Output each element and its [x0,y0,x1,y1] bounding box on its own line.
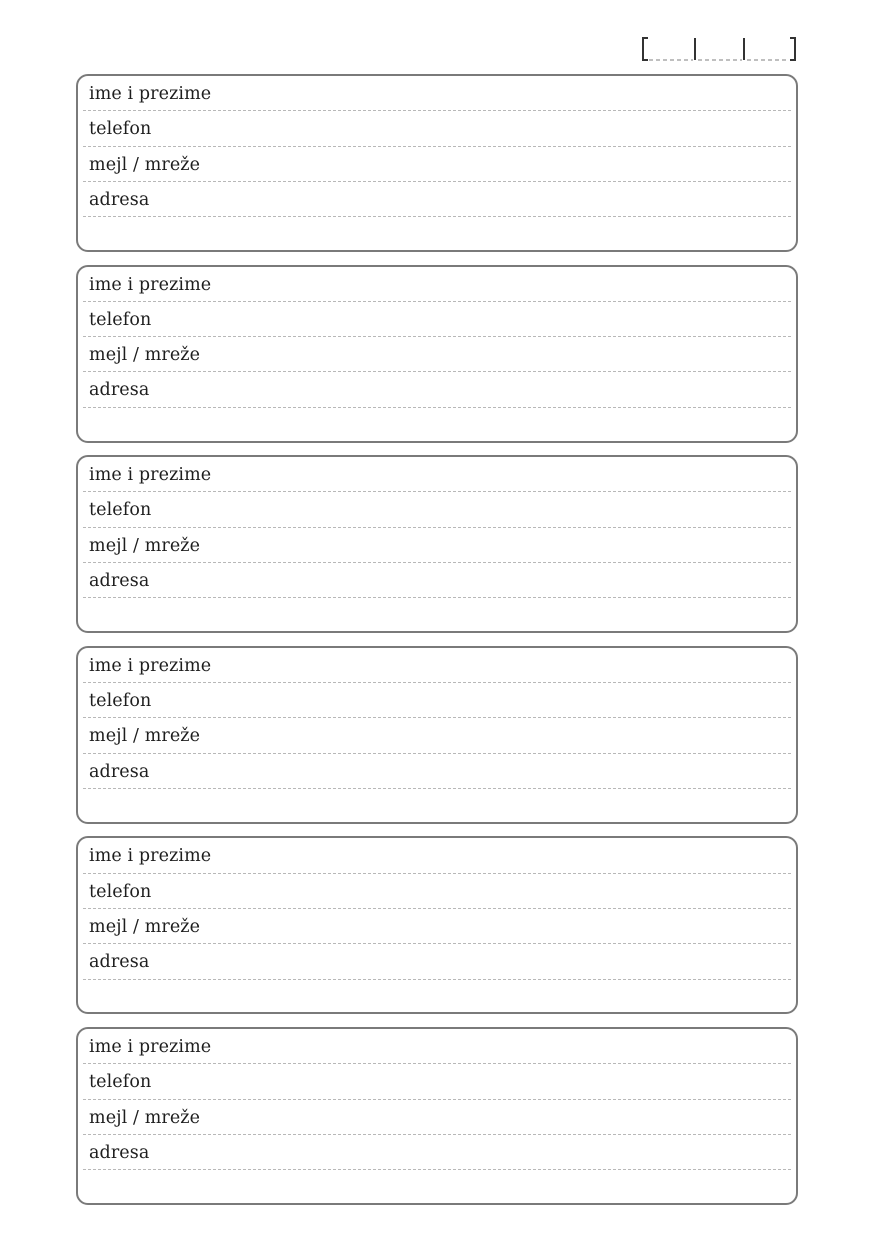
contact-card [76,646,798,824]
name-field[interactable] [83,76,791,111]
email-field[interactable] [83,337,791,372]
address-label: adresa [89,571,150,592]
address-field[interactable] [83,754,791,789]
phone-label: telefon [89,1072,152,1093]
phone-label: telefon [89,691,152,712]
contact-card [76,1027,798,1205]
email-label: mejl / mreže [89,916,201,937]
address-label: adresa [89,761,150,782]
name-field[interactable] [83,457,791,492]
email-field[interactable] [83,147,791,182]
address-field[interactable] [83,1135,791,1170]
email-label: mejl / mreže [89,1107,201,1128]
phone-label: telefon [89,119,152,140]
phone-field[interactable] [83,302,791,337]
address-field[interactable] [83,182,791,217]
phone-field[interactable] [83,492,791,527]
name-field[interactable] [83,648,791,683]
email-field[interactable] [83,528,791,563]
email-label: mejl / mreže [89,535,201,556]
contact-card [76,455,798,633]
address-label: adresa [89,189,150,210]
contact-card [76,265,798,443]
name-field[interactable] [83,838,791,873]
name-field[interactable] [83,1029,791,1064]
phone-field[interactable] [83,111,791,146]
address-label: adresa [89,952,150,973]
email-field[interactable] [83,1100,791,1135]
phone-label: telefon [89,881,152,902]
address-label: adresa [89,380,150,401]
email-label: mejl / mreže [89,345,201,366]
name-label: ime i prezime [89,274,212,295]
email-label: mejl / mreže [89,154,201,175]
tally-bracket-graphic [640,36,798,62]
email-field[interactable] [83,909,791,944]
address-field[interactable] [83,372,791,407]
phone-field[interactable] [83,1064,791,1099]
email-label: mejl / mreže [89,726,201,747]
email-field[interactable] [83,718,791,753]
contact-cards-list [76,74,798,1218]
address-field[interactable] [83,944,791,979]
name-label: ime i prezime [89,84,212,104]
name-field[interactable] [83,267,791,302]
phone-label: telefon [89,500,152,521]
phone-field[interactable] [83,874,791,909]
address-field[interactable] [83,563,791,598]
contact-card [76,74,798,252]
name-label: ime i prezime [89,655,212,676]
name-label: ime i prezime [89,465,212,486]
address-label: adresa [89,1142,150,1163]
page-number-tally-box [640,36,798,62]
contact-card [76,836,798,1014]
phone-field[interactable] [83,683,791,718]
phone-label: telefon [89,309,152,330]
name-label: ime i prezime [89,846,212,867]
name-label: ime i prezime [89,1036,212,1057]
